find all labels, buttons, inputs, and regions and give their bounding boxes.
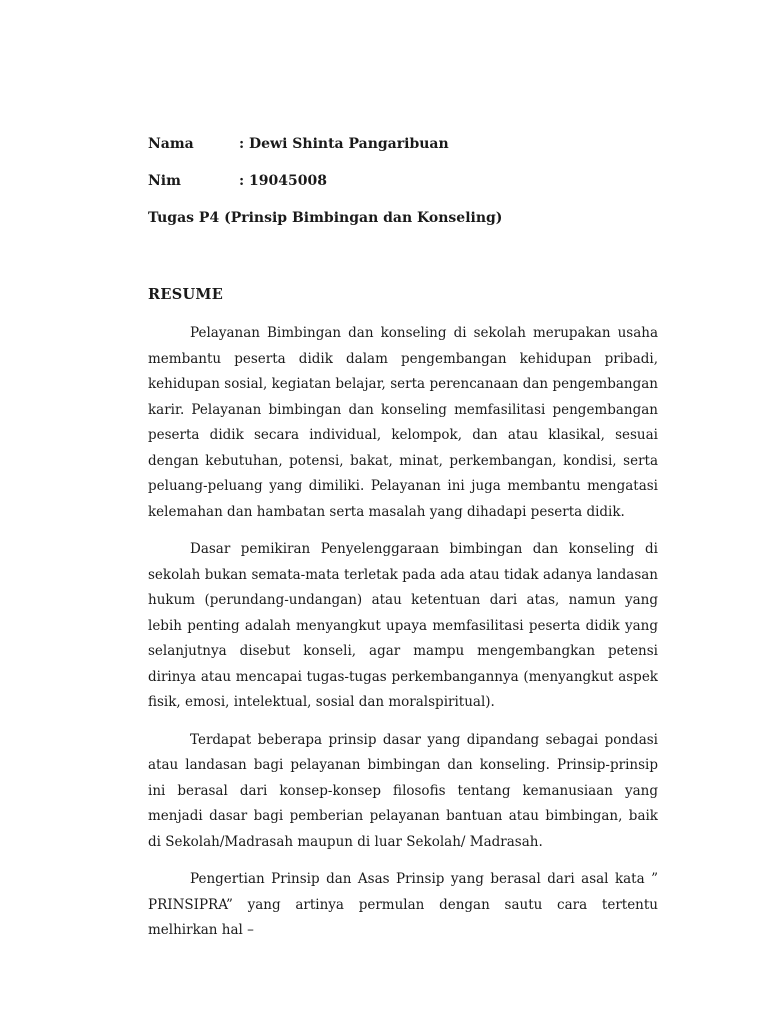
paragraph: Dasar pemikiran Penyelenggaraan bimbingan dan konseling di sekolah bukan semata-mata terletak pada ada atau tidak adanya landasan hukum (perundang-undangan) atau ketentuan dari atas, namun yang lebih penting adalah menyangkut upaya memfasilitasi peserta didik yang selanjutnya disebut konseli, agar mampu mengembangkan petensi dirinya atau mencapai tugas-tugas perkembangannya (menyangkut aspek fisik, emosi, intelektual, sosial dan moralspiritual). <box>148 541 658 710</box>
name-value: Dewi Shinta Pangaribuan <box>249 136 449 152</box>
nim-label: Nim <box>148 173 181 189</box>
paragraph: Terdapat beberapa prinsip dasar yang dipandang sebagai pondasi atau landasan bagi pelayanan bimbingan dan konseling. Prinsip-prinsip ini berasal dari konsep-konsep filosofis tentang kemanusiaan yang menjadi dasar bagi pemberian pelayanan bantuan atau bimbingan, baik di Sekolah/Madrasah maupun di luar Sekolah/ Madrasah. <box>148 731 658 850</box>
nim-row <box>148 173 668 210</box>
student-info <box>148 136 668 230</box>
paragraph: Pengertian Prinsip dan Asas Prinsip yang berasal dari asal kata ” PRINSIPRA” yang artinya permulan dengan sautu cara tertentu melhirkan hal – <box>148 871 658 938</box>
resume-body <box>148 321 658 956</box>
name-label: Nama <box>148 136 194 152</box>
name-row <box>148 136 668 173</box>
paragraph: Pelayanan Bimbingan dan konseling di sekolah merupakan usaha membantu peserta didik dalam pengembangan kehidupan pribadi, kehidupan sosial, kegiatan belajar, serta perencanaan dan pengembangan karir. Pelayanan bimbingan dan konseling memfasilitasi pengembangan peserta didik secara individual, kelompok, dan atau klasikal, sesuai dengan kebutuhan, potensi, bakat, minat, perkembangan, kondisi, serta peluang-peluang yang dimiliki. Pelayanan ini juga membantu mengatasi kelemahan dan hambatan serta masalah yang dihadapi peserta didik. <box>148 325 658 520</box>
nim-value: 19045008 <box>249 173 327 189</box>
task-title: Tugas P4 (Prinsip Bimbingan dan Konseling) <box>148 210 503 226</box>
resume-heading: RESUME <box>148 286 224 303</box>
nim-separator: : <box>239 173 245 189</box>
name-separator: : <box>239 136 245 152</box>
